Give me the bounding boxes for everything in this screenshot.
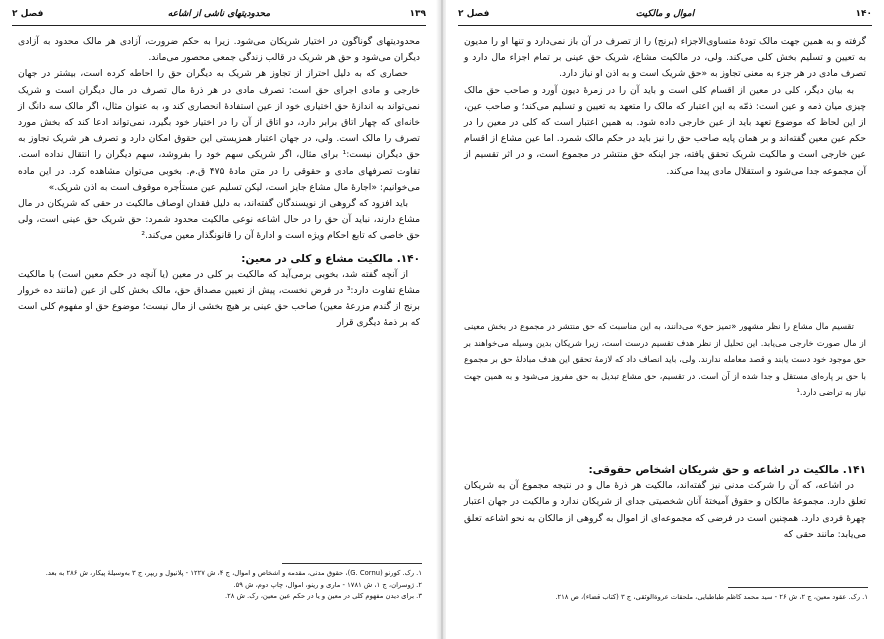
section-heading: ۱۴۱. مالکیت در اشاعه و حق شریکان اشخاص حقوقی: — [588, 464, 866, 476]
paragraph: به بیان دیگر، کلی در معین از اقسام کلی است و باید آن را در زمرهٔ دیون آورد و صاحب حق مالک چیزی میان ذمه و عین است: ذمّه به این اعتبار که مالک را متعهد به تعیین و تسلیم می‌کند؛ و صاحب عین، از این لحاظ که موضوع تعهد باید از عین خارجی داده شود. به همین اعتبار است که کلی در معین را در حکم عین معین گفته‌اند و بر همان پایه صاحب حق را نیز باید در حکم مالک شمرد. اما عین مشاع از اقسام عین خارجی است و مالکیت شریک تحقق یافته، جز اینکه حق منتشر در مجموع است، و در اثر تقسیم از آن مجموعه جدا می‌شود و استقلال مادی پیدا می‌کند. — [464, 84, 866, 177]
small-print-paragraph: تقسیم مال مشاع را نظر مشهور «تمیز حق» می‌دانند، به این مناسبت که حق منتشر در مجموع در بخش معینی از مال صورت خارجی می‌یابد. این تحلیل از نظر هدف تقسیم درست است، زیرا شریکان بدین وسیله می‌خواهند بر حق موجود خود دست یابند و قصد معامله ندارند. ولی، باید انصاف داد که لازمهٔ تحقق این هدف مبادلهٔ حق بر مجموع با حق بر پاره‌ای مستقل و جدا شده از آن است. در تقسیم، حق مشاع تبدیل به حق مفروز می‌شود و به همین جهت نیاز به تراضی دارد.¹ — [464, 321, 866, 398]
right-page-header — [458, 9, 872, 25]
footnote-rule — [728, 587, 868, 588]
paragraph: محدودیتهای گوناگون در اختیار شریکان می‌شود. زیرا به حکم ضرورت، آزادی هر مالک محدود به آزادی دیگران می‌شود و حق هر شریک در قالب زندگی جمعی محصور می‌ماند. — [18, 36, 420, 64]
footnote: ۱. رک. عقود معین، ج ۲، ش ۲۶ - سید محمد کاظم طباطبایی، ملحقات عروة‌الوثقی، ج ۳ (کتاب قضاء)، ص ۲۱۸. — [555, 593, 868, 601]
paragraph: حصاری که به دلیل احتراز از تجاوز هر شریک به دیگران حق را احاطه کرده است، بیشتر در جهان خارجی و مادی اجرای حق است: تصرف مادی در هر ذرهٔ مال تصرف در مال دیگران است و شریک نمی‌تواند به اندازهٔ حق اختیاری خود از عین استفادهٔ انحصاری کند و، به عنوان مثال، اگر مالک سه دانگ از خانه‌ای که چهار اتاق برابر دارد، دو اتاق از آن را در اختیار خود بگیرد، نمی‌تواند ادعا کند که بخش مورد تصرف را مالک است. ولی، در جهان اعتبار همزیستی این حقوق امکان دارد و تصرف هر شریک تجاوز به حق دیگران نیست:¹ برای مثال، اگر شریکی سهم خود را بفروشد، سهم دیگران را انتقال نداده است. تفاوت تصرفهای مادی و حقوقی را در متن مادهٔ ۴۷۵ ق.م. بخوبی می‌توان مشاهده کرد. در این ماده می‌خوانیم: «اجارهٔ مال مشاع جایز است، لیکن تسلیم عین مستأجره موقوف است به اذن شریک.» — [18, 68, 421, 193]
right-footnotes — [462, 592, 868, 604]
page-number: ۱۳۹ — [409, 9, 426, 19]
right-section — [464, 456, 866, 543]
header-rule — [458, 25, 872, 26]
chapter-label: فصل ۲ — [12, 9, 44, 19]
header-rule — [12, 25, 426, 26]
running-title: اموال و مالکیت — [635, 9, 695, 19]
left-footnotes — [16, 568, 422, 603]
running-title: محدودیتهای ناشی از اشاعه — [167, 9, 271, 19]
chapter-label: فصل ۲ — [458, 9, 490, 19]
paragraph: از آنچه گفته شد، بخوبی برمی‌آید که مالکیت بر کلی در معین (یا آنچه در حکم معین است) با مالکیت مشاع تفاوت دارد:³ در فرض نخست، پیش از تعیین مصداق حق، مالک بخش کلی از عین (مانند ده خروار برنج از گندم مزرعهٔ معین) صاحب حق عینی بر هیچ بخشی از مال نیست؛ موضوع حق او مفهوم کلی است که بر ذمهٔ دیگری قرار — [18, 268, 420, 329]
footnote: ۱. رک. کورنو (G. Cornu)، حقوق مدنی، مقدمه و اشخاص و اموال، ج ۴، ش ۱۲۲۷ - پلانیول و ریپر، ج ۳ به‌وسیلهٔ پیکار، ش ۲۸۶ به بعد. — [45, 569, 422, 577]
paragraph: در اشاعه، که آن را شرکت مدنی نیز گفته‌اند، مالکیت هر ذرهٔ مال و در نتیجه مجموع آن به شریکان تعلق دارد. مجموعهٔ مالکان و حقوق آمیختهٔ آنان شخصیتی جدای از شریکان ندارد و مالکیت در جهان اعتبار چهرهٔ فردی دارد. همچنین است در فرضی که مجموعه‌ای از اموال به گروهی از مالکان به نحو اشاعه تعلق می‌یابد: مانند حقی که — [464, 480, 866, 540]
right-page — [446, 0, 884, 639]
page-number: ۱۴۰ — [855, 9, 872, 19]
right-body-text — [464, 34, 866, 180]
left-body-text — [18, 34, 420, 332]
right-small-text — [464, 318, 866, 401]
footnote-rule — [282, 563, 422, 564]
footnote: ۲. ژوسران، ج ۱، ش ۱۷۸۱ - ماری و رینو، اموال، چاپ دوم، ش ۵۹. — [233, 580, 422, 589]
footnote: ۳. برای دیدن مفهوم کلی در معین و یا در حکم عین معین، رک. ش ۲۸. — [224, 592, 422, 600]
left-page-header — [12, 9, 426, 25]
left-page — [0, 0, 438, 639]
paragraph: گرفته و به همین جهت مالک تودهٔ متساوی‌الاجزاء (برنج) را از تصرف در آن باز نمی‌دارد و تنها او را مدیون به تعیین و تسلیم بخش کلی می‌کند. ولی، در مالکیت مشاع، شریک حق عینی بر تمام اجزاء مال دارد و تصرف مادی در هر جزء به معنی تجاوز به «حق شریک است و به اذن او نیاز دارد. — [464, 36, 866, 80]
section-heading: ۱۴۰. مالکیت مشاع و کلی در معین: — [241, 252, 420, 265]
paragraph: باید افزود که گروهی از نویسندگان گفته‌اند، به دلیل فقدان اوصاف مالکیت در حقی که شریکان در مال مشاع دارند، نباید آن حق را در حال اشاعه نوعی مالکیت محدود شمرد: حق شریک حق عینی است، ولی حق خاصی که تابع احکام ویژه است و ادارهٔ آن را قانونگذار معین می‌کند.² — [18, 198, 420, 242]
